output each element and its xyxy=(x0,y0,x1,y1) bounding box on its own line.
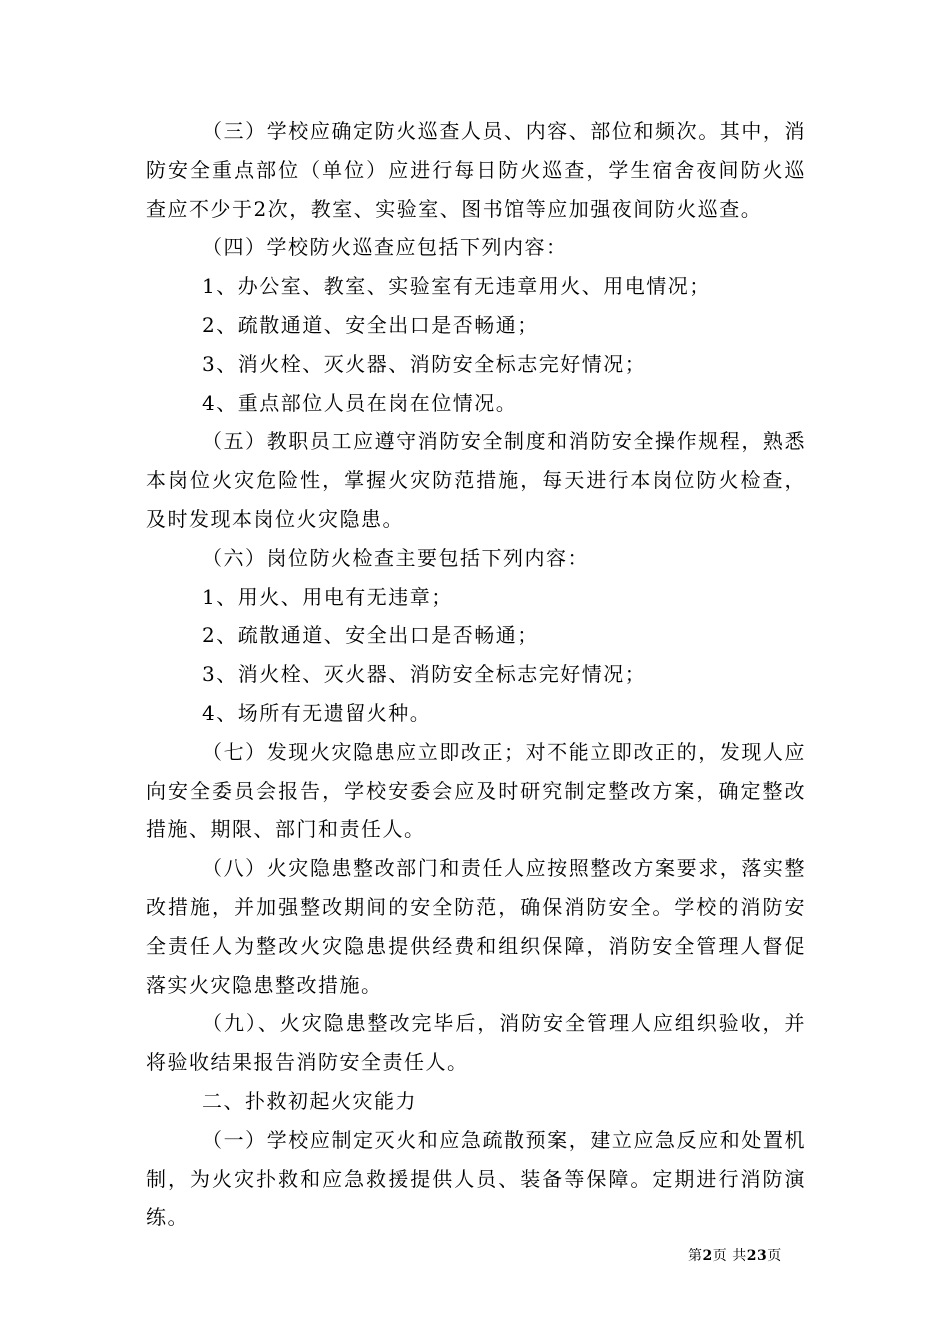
list-item: 1、办公室、教室、实验室有无违章用火、用电情况； xyxy=(202,274,711,299)
list-item: 3、消火栓、灭火器、消防安全标志完好情况； xyxy=(202,662,647,687)
paragraph-hazard-correction: （七）发现火灾隐患应立即改正；对不能立即改正的，发现人应向安全委员会报告，学校安委会应及时研究制定整改方案，确定整改措施、期限、部门和责任人。 xyxy=(146,739,806,842)
paragraph-staff-duties: （五）教职员工应遵守消防安全制度和消防安全操作规程，熟悉本岗位火灾危险性，掌握火灾防范措施，每天进行本岗位防火检查，及时发现本岗位火灾隐患。 xyxy=(146,429,806,531)
list-item: 1、用火、用电有无违章； xyxy=(202,584,453,609)
page-number-footer xyxy=(688,1247,828,1265)
list-item: 2、疏散通道、安全出口是否畅通； xyxy=(202,312,539,337)
footer-middle: 页 共 xyxy=(712,1248,747,1264)
paragraph-patrol-contents-heading: （四）学校防火巡查应包括下列内容： xyxy=(202,235,568,260)
paragraph-emergency-plan: （一）学校应制定灭火和应急疏散预案，建立应急反应和处置机制，为火灾扑救和应急救援提供人员、装备等保障。定期进行消防演练。 xyxy=(146,1127,806,1230)
list-item: 4、重点部位人员在岗在位情况。 xyxy=(202,390,518,415)
total-page-count: 23 xyxy=(746,1248,768,1264)
paragraph-acceptance: （九）、火灾隐患整改完毕后，消防安全管理人应组织验收，并将验收结果报告消防安全责任人。 xyxy=(146,1011,806,1075)
current-page-number: 2 xyxy=(702,1248,713,1264)
footer-prefix: 第 xyxy=(688,1248,703,1264)
paragraph-rectification-responsibility: （八）火灾隐患整改部门和责任人应按照整改方案要求，落实整改措施，并加强整改期间的安全防范，确保消防安全。学校的消防安全责任人为整改火灾隐患提供经费和组织保障，消防安全管理人督促落实火灾隐患整改措施。 xyxy=(146,856,806,997)
document-body xyxy=(146,112,806,1237)
paragraph-patrol-personnel: （三）学校应确定防火巡查人员、内容、部位和频次。其中，消防安全重点部位（单位）应进行每日防火巡查，学生宿舍夜间防火巡查应不少于2次，教室、实验室、图书馆等应加强夜间防火巡查。 xyxy=(146,119,806,221)
footer-suffix: 页 xyxy=(767,1248,782,1264)
list-item: 2、疏散通道、安全出口是否畅通； xyxy=(202,623,539,648)
paragraph-post-inspection-heading: （六）岗位防火检查主要包括下列内容： xyxy=(202,545,589,570)
list-item: 4、场所有无遗留火种。 xyxy=(202,700,432,725)
list-item: 3、消火栓、灭火器、消防安全标志完好情况； xyxy=(202,351,647,376)
section-heading: 二、扑救初起火灾能力 xyxy=(202,1088,417,1113)
